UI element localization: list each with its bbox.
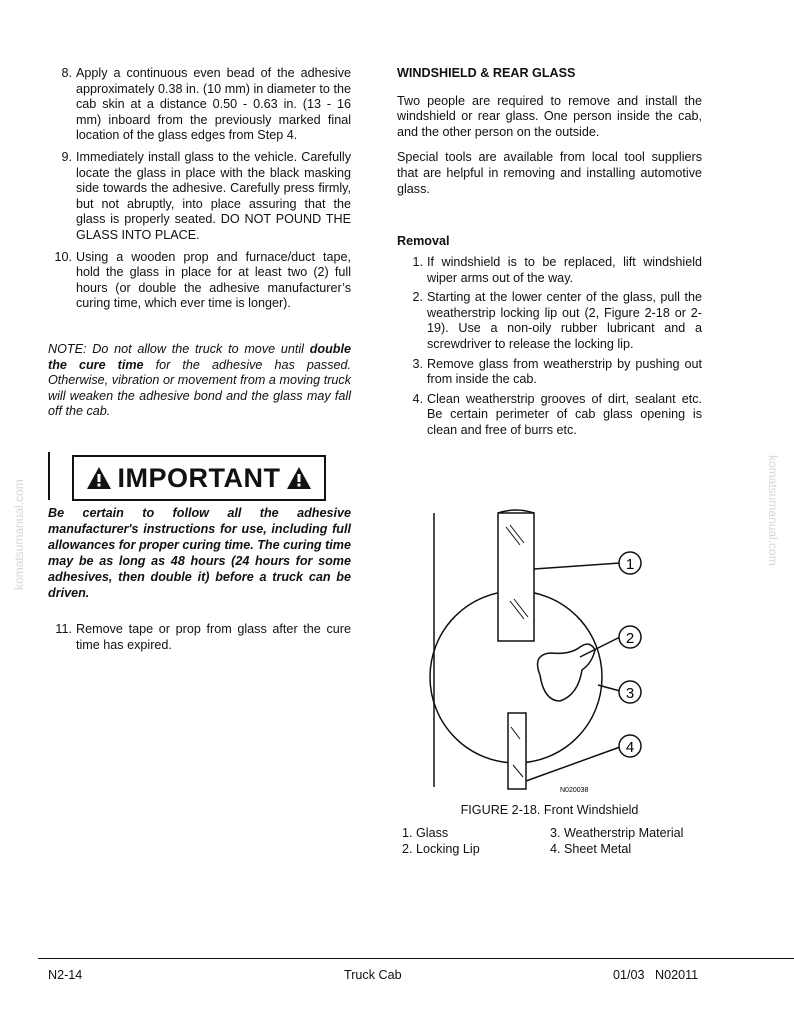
intro-paragraph-2: Special tools are available from local tool suppliers that are helpful in removing and installing automotive glass. <box>397 150 702 196</box>
important-banner <box>72 455 326 501</box>
footer-code: N02011 <box>655 968 699 982</box>
removal-step-3: 3. Remove glass from weatherstrip by pushing out from inside the cab. <box>412 356 702 387</box>
footer-date: 01/03 <box>613 968 645 982</box>
note-paragraph: NOTE: Do not allow the truck to move until double the cure time for the adhesive has passed. Otherwise, vibration or movement from a moving truck will weaken the adhesive bond and the glass may fall off the cab. <box>48 342 351 419</box>
legend-item-1: 1. Glass <box>402 826 449 840</box>
removal-step-1: 1. If windshield is to be replaced, lift windshield wiper arms out of the way. <box>412 255 702 285</box>
step-8: 8. Apply a continuous even bead of the adhesive approximately 0.38 in. (10 mm) in diameter to the cab skin at a distance 0.50 - 0.63 in. (13 - 16 mm) inboard from the previously marked final location of the glass edges from Step 4. <box>61 66 351 143</box>
figure-caption: FIGURE 2-18. Front Windshield <box>460 803 639 817</box>
right-intro <box>397 66 702 207</box>
section-heading: WINDSHIELD & REAR GLASS <box>397 66 576 80</box>
legend-item-2: 2. Locking Lip <box>402 841 480 856</box>
footer-page-number: N2-14 <box>48 968 83 982</box>
legend-item-4: 4. Sheet Metal <box>550 841 632 856</box>
windshield-diagram <box>420 505 680 800</box>
footer-section: Truck Cab <box>344 968 402 982</box>
figure-code: N020038 <box>560 787 589 794</box>
callout-3: 3 <box>625 685 635 702</box>
removal-heading: Removal <box>397 234 450 248</box>
warning-text: Be certain to follow all the adhesive manufacturer's instructions for use, including full allowances for proper curing time. The curing time may be as long as 48 hours (24 hours for some adhesives, then double it) before a truck can be driven. <box>48 506 352 600</box>
warning-triangle-icon <box>86 466 112 490</box>
legend-item-3: 3. Weatherstrip Material <box>550 826 684 840</box>
callout-2: 2 <box>625 630 635 647</box>
footer-rule <box>38 958 794 959</box>
intro-paragraph-1: Two people are required to remove and install the windshield or rear glass. One person inside the cab, and the other person on the outside. <box>397 93 702 139</box>
warning-triangle-icon <box>286 466 312 490</box>
left-steps <box>48 66 351 318</box>
figure-legend <box>402 826 702 857</box>
watermark-right: komatsumanual.com <box>766 455 780 566</box>
callout-1: 1 <box>625 556 635 573</box>
removal-step-2: 2. Starting at the lower center of the glass, pull the weatherstrip locking lip out (2, Figure 2-18 or 2-19). Use a non-oily rubber lubricant and a screwdriver to release the locking lip. <box>412 290 702 351</box>
step-10: 10. Using a wooden prop and furnace/duct tape, hold the glass in place for at least two (2) full hours (or double the adhesive manufacturer’s curing time, which ever time is longer). <box>54 249 351 311</box>
callout-4: 4 <box>625 739 635 756</box>
removal-steps <box>397 255 702 443</box>
step-11: 11. Remove tape or prop from glass after the cure time has expired. <box>55 622 351 652</box>
step-9: 9. Immediately install glass to the vehicle. Carefully locate the glass in place with the black masking side towards the adhesive. Carefully press firmly, but not abruptly, into place assuring that the glass is properly seated. DO NOT POUND THE GLASS INTO PLACE. <box>61 149 351 242</box>
locking-lip-shape <box>538 644 595 701</box>
important-label: IMPORTANT <box>117 463 281 493</box>
watermark-left: komatsumanual.com <box>12 479 26 590</box>
lower-glass <box>508 713 526 789</box>
margin-bar <box>48 452 50 500</box>
removal-step-4: 4. Clean weatherstrip grooves of dirt, sealant etc. Be certain perimeter of cab glass opening is clean and free of burrs etc. <box>412 391 702 437</box>
